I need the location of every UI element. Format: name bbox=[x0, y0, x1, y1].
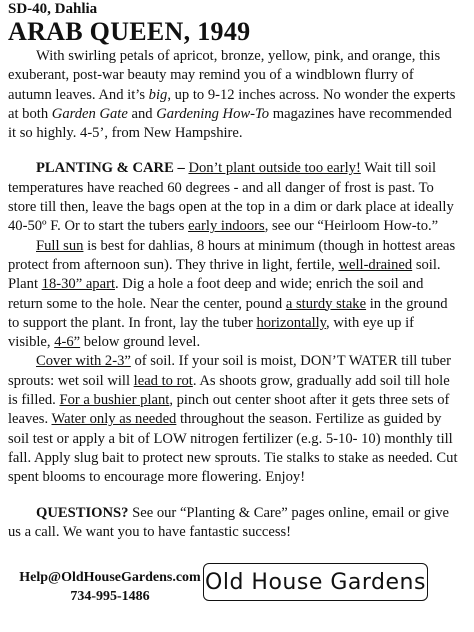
section-heading: QUESTIONS? bbox=[36, 504, 129, 521]
product-code: SD-40, Dahlia bbox=[8, 1, 98, 17]
cover-paragraph: Cover with 2-3” of soil. If your soil is moist, DON’T WATER till tuber sprouts: wet soil will lead to rot. As shoots grow, gradually add soil till hole is filled. For a bushier plant, pinch out center shoot after it gets three sets of leaves. Water only as needed throughout the season. Fertilize as guided by soil test or apply a bit of LOW nitrogen fertilizer (e.g. 5-10- 10) monthly till fall. Apply slug bait to protect new sprouts. Tie stalks to stake as needed. Cut spent blooms to encourage more flowering. Enjoy! bbox=[8, 353, 458, 486]
document-body bbox=[8, 47, 460, 542]
questions-paragraph: QUESTIONS? See our “Planting & Care” pages online, email or give us a call. We want you to have fantastic success! bbox=[8, 504, 450, 540]
section-heading: PLANTING & CARE – bbox=[36, 160, 185, 177]
brand-logo: Old House Gardens bbox=[203, 563, 428, 601]
sun-paragraph: Full sun is best for dahlias, 8 hours at minimum (though in hottest areas protect from afternoon sun). They thrive in light, fertile, well-drained soil. Plant 18-30” apart. Dig a hole a foot deep and wide; enrich the soil and return some to the hole. Near the center, pound a sturdy stake in the ground to support the plant. In front, lay the tuber horizontally, with eye up if visible, 4-6” below ground level. bbox=[8, 237, 456, 351]
phone-number: 734-995-1486 bbox=[70, 589, 150, 604]
contact-block bbox=[0, 568, 220, 606]
page-title: ARAB QUEEN, 1949 bbox=[8, 17, 251, 46]
email-link[interactable]: Help@OldHouseGardens.com bbox=[19, 570, 201, 585]
intro-paragraph: With swirling petals of apricot, bronze, yellow, pink, and orange, this exuberant, post-war beauty may remind you of a windblown flurry of autumn leaves. And it’s big, up to 9-12 inches across. No wonder the experts at both Garden Gate and Gardening How-To magazines have recommended it so highly. 4-5’, from New Hampshire. bbox=[8, 48, 456, 142]
planting-paragraph: PLANTING & CARE – Don’t plant outside too early! Wait till soil temperatures have reached 60 degrees - and all danger of frost is past. To store till then, leave the bags open at the top in a dim or dark place at ideally 40-50º F. Or to start the tubers early indoors, see our “Heirloom How-to.” bbox=[8, 160, 454, 235]
